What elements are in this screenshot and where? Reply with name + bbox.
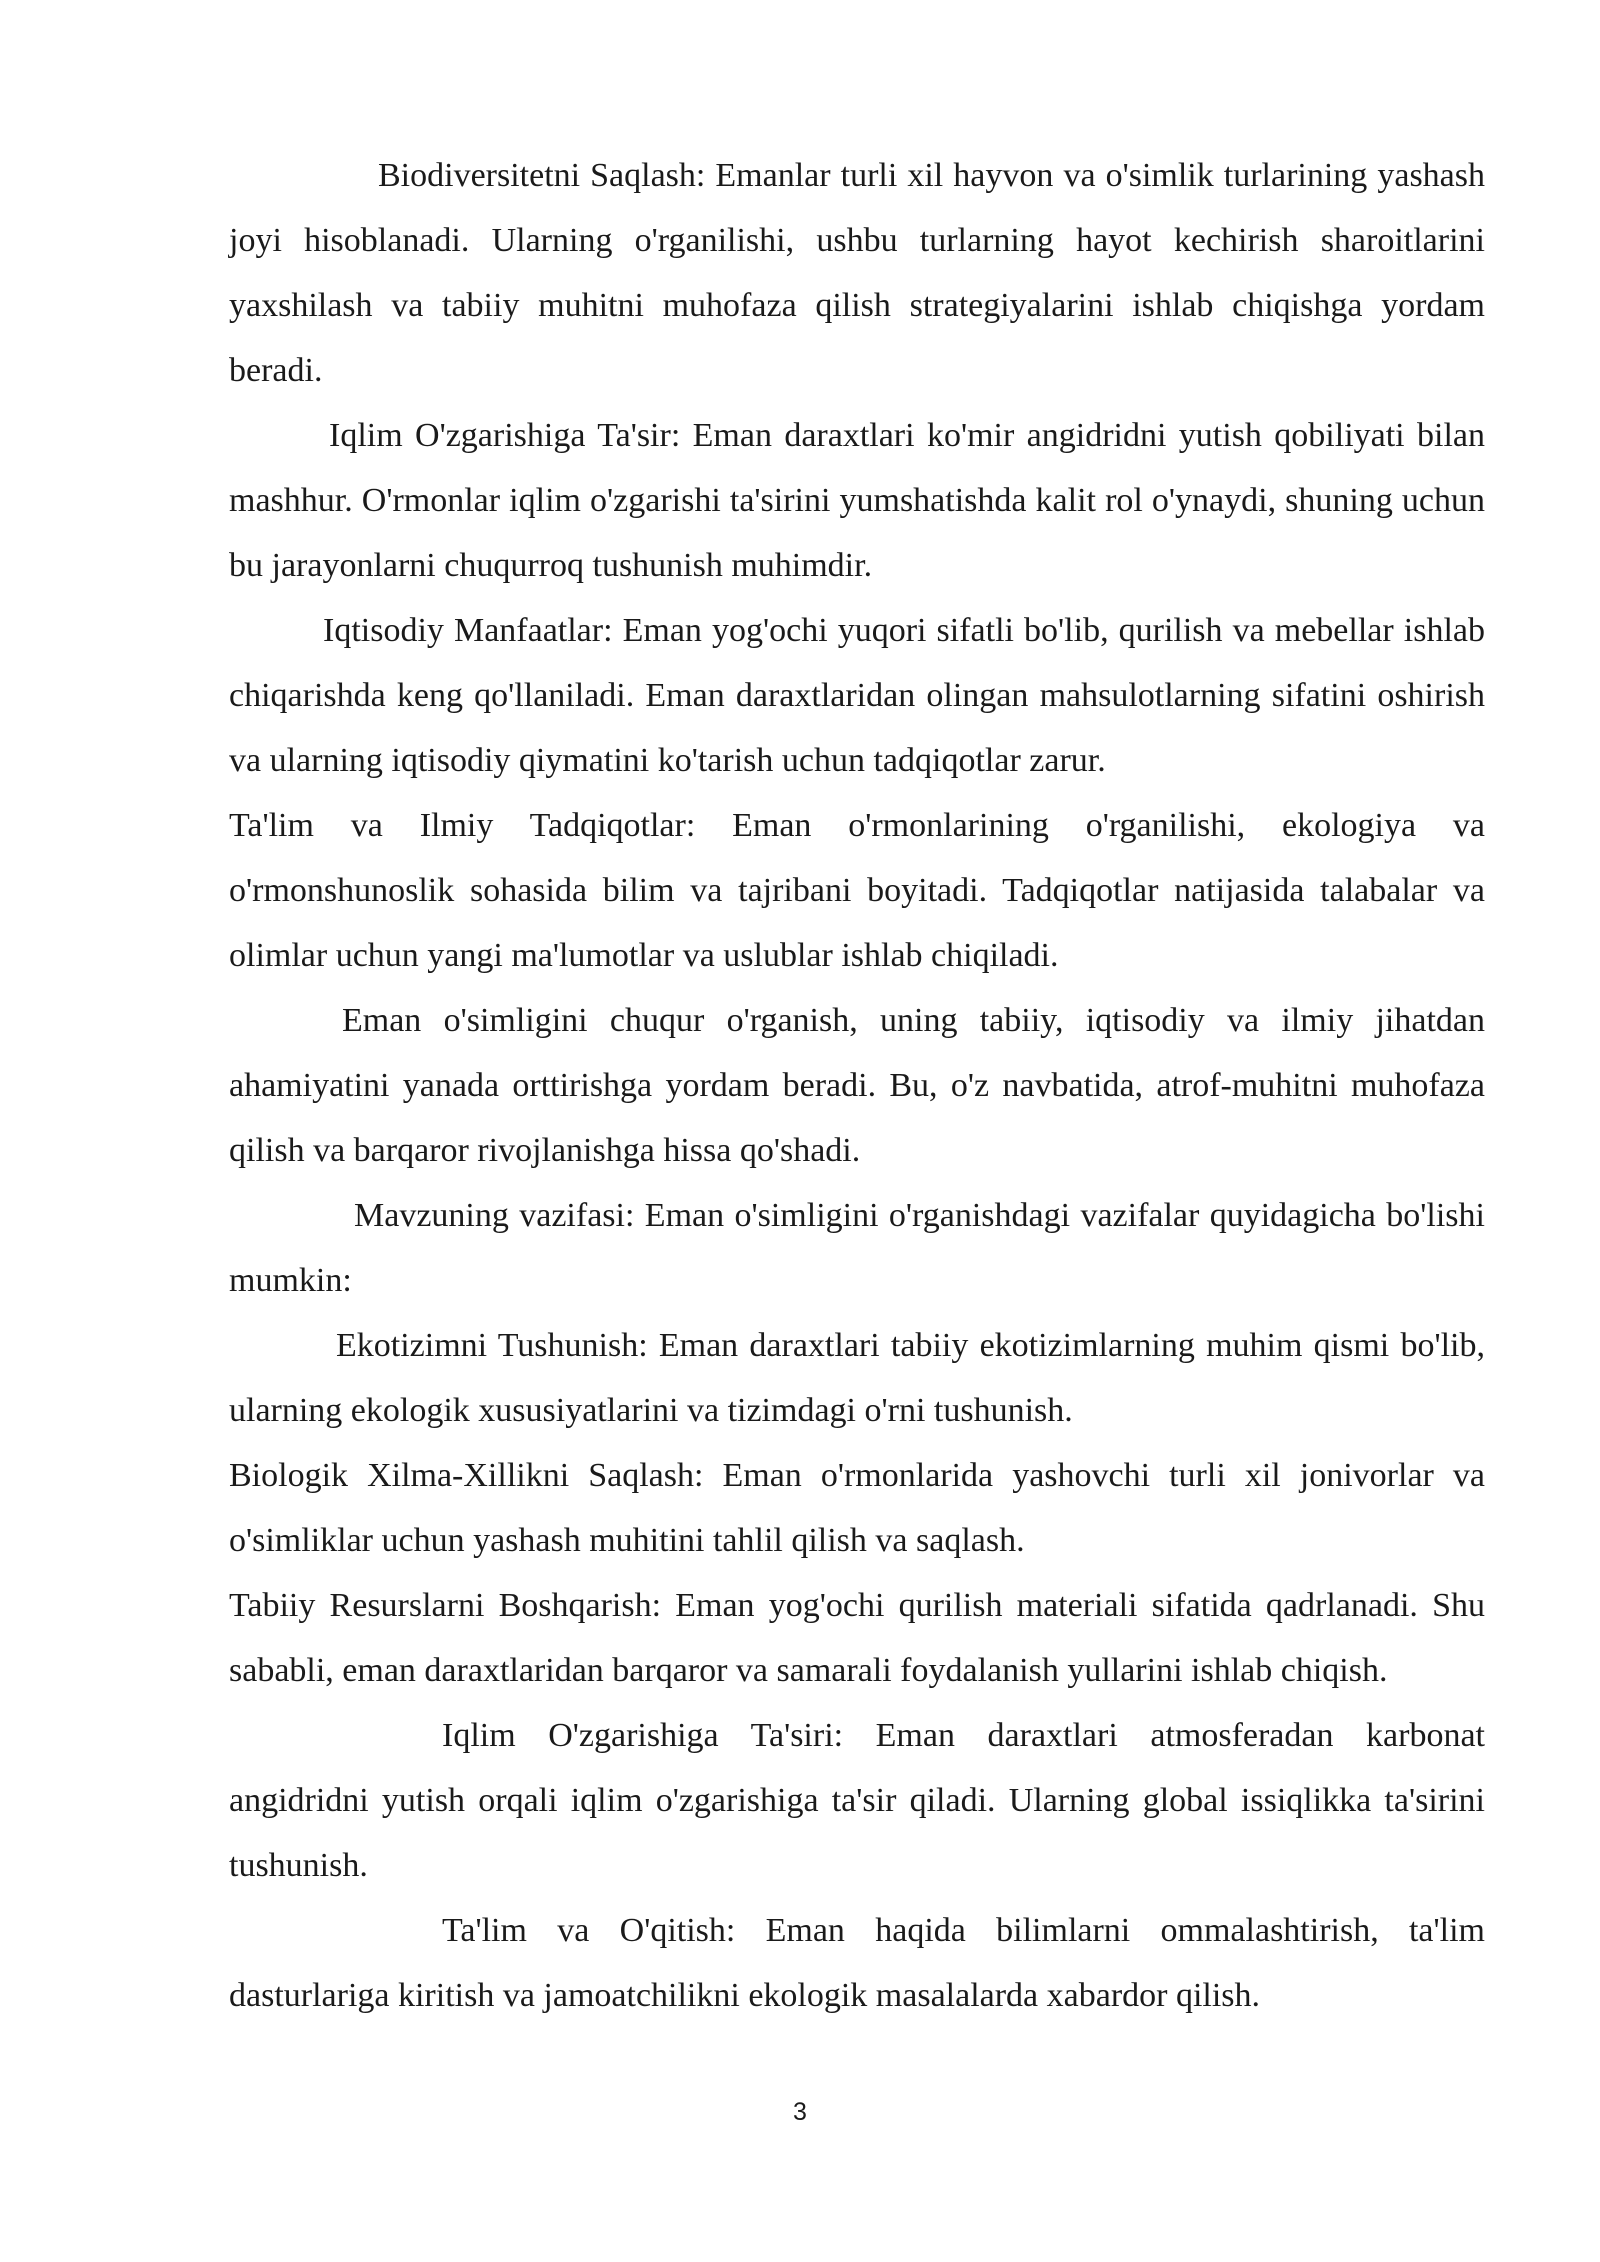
paragraph-education-research: Ta'lim va Ilmiy Tadqiqotlar: Eman o'rmonlarining o'rganilishi, ekologiya va o'rmonshunoslik sohasida bilim va tajribani boyitadi. Tadqiqotlar natijasida talabalar va olimlar uchun yangi ma'lumotlar va uslublar ishlab chiqiladi. bbox=[229, 807, 1485, 974]
paragraph-economic-benefits: Iqtisodiy Manfaatlar: Eman yog'ochi yuqori sifatli bo'lib, qurilish va mebellar ishlab chiqarishda keng qo'llaniladi. Eman daraxtlaridan olingan mahsulotlarning sifatini oshirish va ularning iqtisodiy qiymatini ko'tarish uchun tadqiqotlar zarur. bbox=[229, 612, 1485, 779]
paragraph-ecosystem: Ekotizimni Tushunish: Eman daraxtlari tabiiy ekotizimlarning muhim qismi bo'lib, ularning ekologik xususiyatlarini va tizimdagi o'rni tushunish. bbox=[229, 1327, 1485, 1429]
paragraph-topic-tasks: Mavzuning vazifasi: Eman o'simligini o'rganishdagi vazifalar quyidagicha bo'lishi mumkin: bbox=[229, 1197, 1485, 1299]
paragraph-natural-resources: Tabiiy Resurslarni Boshqarish: Eman yog'ochi qurilish materiali sifatida qadrlanadi. Shu sababli, eman daraxtlaridan barqaror va samarali foydalanish yullarini ishlab chiqish. bbox=[229, 1587, 1485, 1689]
page-number: 3 bbox=[793, 2098, 807, 2126]
page-body bbox=[229, 143, 1485, 2028]
paragraph-climate-impact: Iqlim O'zgarishiga Ta'sir: Eman daraxtlari ko'mir angidridni yutish qobiliyati bilan mashhur. O'rmonlar iqlim o'zgarishi ta'sirini yumshatishda kalit rol o'ynaydi, shuning uchun bu jarayonlarni chuqurroq tushunish muhimdir. bbox=[229, 417, 1485, 584]
paragraph-biological-diversity: Biologik Xilma-Xillikni Saqlash: Eman o'rmonlarida yashovchi turli xil jonivorlar va o'simliklar uchun yashash muhitini tahlil qilish va saqlash. bbox=[229, 1457, 1485, 1559]
paragraph-biodiversity: Biodiversitetni Saqlash: Emanlar turli xil hayvon va o'simlik turlarining yashash joyi hisoblanadi. Ularning o'rganilishi, ushbu turlarning hayot kechirish sharoitlarini yaxshilash va tabiiy muhitni muhofaza qilish strategiyalarini ishlab chiqishga yordam beradi. bbox=[229, 157, 1485, 389]
paragraph-deep-study: Eman o'simligini chuqur o'rganish, uning tabiiy, iqtisodiy va ilmiy jihatdan ahamiyatini yanada orttirishga yordam beradi. Bu, o'z navbatida, atrof-muhitni muhofaza qilish va barqaror rivojlanishga hissa qo'shadi. bbox=[229, 1002, 1485, 1169]
paragraph-education-teaching: Ta'lim va O'qitish: Eman haqida bilimlarni ommalashtirish, ta'lim dasturlariga kiritish va jamoatchilikni ekologik masalalarda xabardor qilish. bbox=[229, 1912, 1485, 2014]
paragraph-climate-influence: Iqlim O'zgarishiga Ta'siri: Eman daraxtlari atmosferadan karbonat angidridni yutish orqali iqlim o'zgarishiga ta'sir qiladi. Ularning global issiqlikka ta'sirini tushunish. bbox=[229, 1717, 1485, 1884]
